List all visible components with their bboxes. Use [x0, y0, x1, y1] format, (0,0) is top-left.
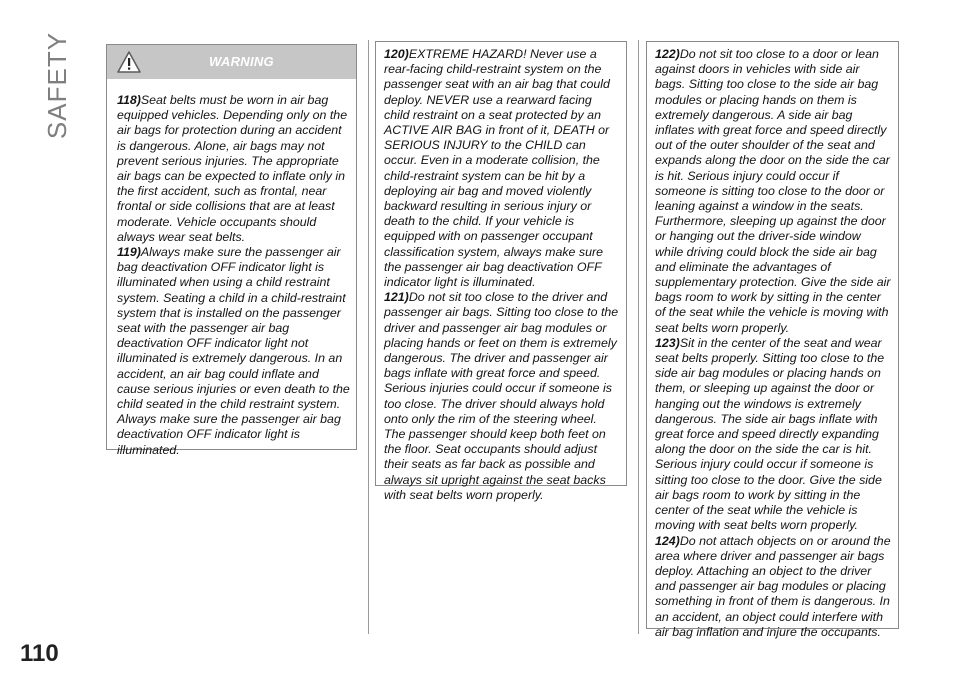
warning-item	[117, 245, 351, 458]
warning-text: EXTREME HAZARD! Never use a rear-facing child-restraint system on the passenger seat with an air bag that could deploy. NEVER use a rearward facing child restraint on a seat protected by an ACTIVE AIR BAG in front of it, DEATH or SERIOUS INJURY to the CHILD can occur. Even in a moderate collision, the child-restraint system can be hit by a deploying air bag and moved violently backward resulting in serious injury or death to the child. If your vehicle is equipped with on passenger occupant classification system, always make sure the passenger air bag deactivation OFF indicator light is illuminated.	[384, 47, 610, 290]
warning-text: Do not sit too close to a door or lean against doors in vehicles with side air bags. Sitting too close to the side air bag modules or placing hands on them is extremely dangerous. A side air bag inflates with great force and speed directly out of the outer shoulder of the seat and expands along the door on the side the car is hit. Serious injury could occur if someone is sitting too close to the door or leaning against a window in the seats. Furthermore, sleeping up against the door or hanging out the driver-side window while driving could block the side air bag and eliminate the advantages of supplementary protection. Give the side air bags room to work by sitting in the center of the seat while the vehicle is moving with seat belts worn properly.	[655, 47, 891, 335]
warning-item	[117, 93, 351, 245]
warning-triangle-icon	[117, 50, 141, 74]
warning-number: 123)	[655, 335, 680, 350]
warning-title: WARNING	[209, 54, 274, 70]
warning-item	[384, 47, 619, 290]
section-label-text: SAFETY	[42, 31, 73, 139]
warning-number: 119)	[117, 245, 141, 260]
warning-box	[106, 44, 357, 457]
warning-number: 118)	[117, 93, 141, 107]
warning-text: Seat belts must be worn in air bag equipped vehicles. Depending only on the air bags for protection during an accident is dangerous. Alone, air bags may not prevent serious injuries. The appropriate air bags can be expected to inflate only in the first accident, such as frontal, near frontal or side collisions that are at least moderate. Vehicle occupants should always wear seat belts.	[117, 93, 348, 244]
warning-header	[107, 45, 356, 79]
warning-number: 122)	[655, 47, 680, 61]
warning-item	[655, 47, 891, 336]
page-number: 110	[20, 640, 59, 667]
warning-number: 121)	[384, 290, 409, 305]
warning-box	[646, 41, 899, 639]
column-divider	[368, 40, 369, 634]
warning-number: 120)	[384, 47, 409, 61]
warning-text: Do not attach objects on or around the area where driver and passenger air bags deploy. Attaching an object to the driver and passenger air bag modules or placing something in front of them is dangerous. In an accident, an object could interfere with air bag inflation and injure the occupants.	[655, 533, 891, 639]
warning-number: 124)	[655, 533, 680, 548]
warning-text: Sit in the center of the seat and wear seat belts properly. Sitting too close to the side air bag modules or placing hands on them, or sleeping up against the door or hanging out the windows is extremely dangerous. The side air bags inflate with great force and speed directly expanding along the door on the side the car is hit. Serious injury could occur if someone is sitting too close to the door. Give the side air bags room to work by sitting in the center of the seat while the vehicle is moving with seat belts worn properly.	[655, 335, 885, 533]
warning-text: Always make sure the passenger air bag deactivation OFF indicator light is illuminated when using a child restraint system. Seating a child in a child-restraint system that is installed on the passenger seat with the passenger air bag deactivation OFF indicator light not illuminated is extremely dangerous. In an accident, an air bag could inflate and cause serious injuries or even death to the child seated in the child restraint system. Always make sure the passenger air bag deactivation OFF indicator light is illuminated.	[117, 245, 350, 457]
warning-body	[107, 79, 356, 458]
column-divider	[638, 40, 639, 634]
section-label	[28, 30, 88, 140]
warning-box	[375, 41, 627, 502]
warning-item	[655, 534, 891, 640]
warning-item	[655, 336, 891, 534]
warning-text: Do not sit too close to the driver and passenger air bags. Sitting too close to the driver and passenger air bag modules or placing hands or feet on them is extremely dangerous. The driver and passenger air bags inflate with great force and speed. Serious injuries could occur if someone is too close. The driver should always hold onto only the rim of the steering wheel. The passenger should keep both feet on the floor. Seat occupants should adjust their seats as far back as possible and always sit upright against the seat backs with seat belts worn properly.	[384, 290, 619, 502]
warning-item	[384, 290, 619, 503]
